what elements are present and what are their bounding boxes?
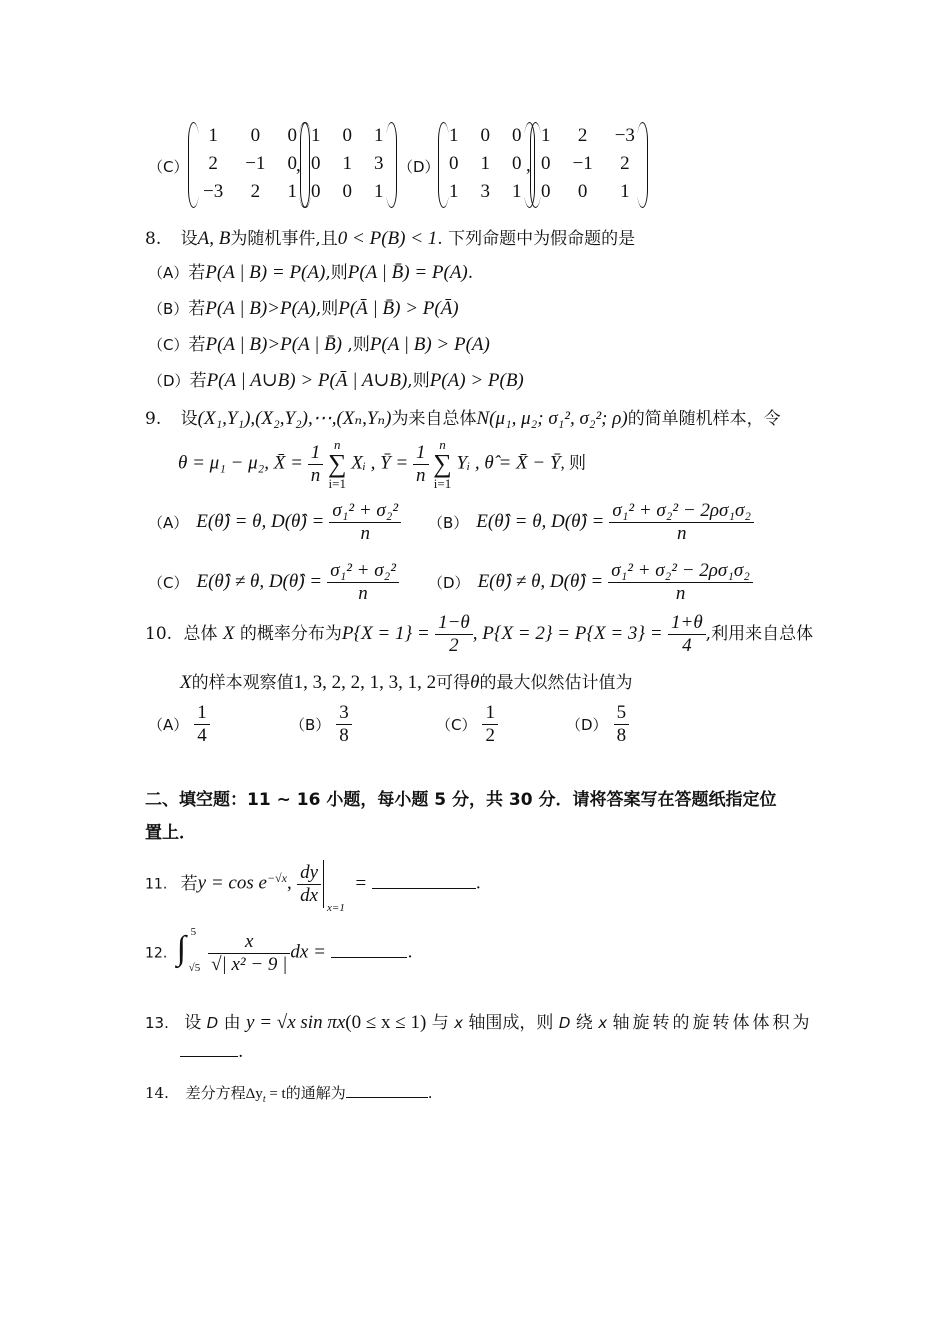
sigma: ∑ xyxy=(327,449,347,478)
lower-limit: √5 xyxy=(188,962,201,974)
numerator: 1 xyxy=(413,442,429,465)
integral-sign xyxy=(177,928,203,978)
option-label: （B） xyxy=(290,715,331,734)
denominator: 4 xyxy=(682,634,692,656)
sum-bottom: i=1 xyxy=(328,476,346,491)
q13-answer-line xyxy=(180,1042,243,1062)
option-label: （C） xyxy=(436,715,477,734)
matrix-cell: 0 xyxy=(287,125,297,146)
q7-option-c-label: （C） xyxy=(148,158,189,176)
stem-math: θ xyxy=(470,672,480,693)
stem-text: 若 xyxy=(180,873,198,894)
stem-text: 若 xyxy=(188,299,206,319)
option-label: （C） xyxy=(148,336,189,354)
q10-option xyxy=(290,702,352,747)
stem-math: y = √x sin πx xyxy=(246,1012,346,1033)
comma: , xyxy=(526,155,531,176)
numerator: σ₁² + σ₂² xyxy=(327,560,399,583)
numerator: 1−θ xyxy=(435,612,473,635)
comma: , xyxy=(286,872,292,894)
fraction xyxy=(329,500,401,545)
yi: Yᵢ , θ̂ = X̄ − Ȳ xyxy=(456,452,561,474)
derivative xyxy=(297,862,321,907)
numerator: 3 xyxy=(339,702,349,723)
subscript: t xyxy=(262,1094,266,1105)
stem-math: N(μ₁, μ₂; σ₁², σ₂²; ρ) xyxy=(476,408,628,429)
q9-stem xyxy=(145,404,781,430)
denominator: 8 xyxy=(614,724,630,747)
stem-text: 总体 xyxy=(183,623,218,644)
then-text: , 则 xyxy=(560,453,587,473)
stem-math: Δy xyxy=(245,1086,263,1102)
stem-text: 设 xyxy=(180,229,198,249)
sum-symbol xyxy=(328,438,347,490)
stem-text: 为随机事件,且 xyxy=(230,229,338,249)
stem-text: 的样本观察值 xyxy=(191,673,294,693)
numerator: dy xyxy=(297,862,321,885)
numerator: σ₁² + σ₂² − 2ρσ₁σ₂ xyxy=(608,560,753,583)
answer-blank[interactable] xyxy=(331,957,407,958)
integral-symbol: ∫ xyxy=(176,930,186,967)
option-label: （D） xyxy=(566,715,608,734)
stem-math: P{X = 1} = xyxy=(341,622,430,644)
numerator: 1+θ xyxy=(668,612,706,635)
matrix-cell: 1 xyxy=(208,125,218,146)
matrix-cell: 0 xyxy=(541,153,551,174)
q12 xyxy=(145,928,413,978)
option-condition: P(A | B)>P(A | B̄) xyxy=(205,334,343,355)
q8-option xyxy=(148,258,473,284)
answer-blank[interactable] xyxy=(180,1056,238,1057)
stem-text: 轴旋转的旋转体体积为 xyxy=(612,1013,813,1033)
denominator: dx xyxy=(300,884,319,906)
exponent: −√x xyxy=(266,870,287,885)
option-label: （B） xyxy=(428,513,469,532)
matrix-cell: 2 xyxy=(620,153,630,174)
option-condition: P(A | B)>P(A) xyxy=(205,298,316,319)
q13 xyxy=(145,1008,813,1034)
matrix-cell: −1 xyxy=(572,153,593,174)
q9-option xyxy=(148,560,399,605)
q10-option xyxy=(436,702,498,747)
stem-text: 的通解为 xyxy=(285,1084,346,1102)
denominator: √| x² − 9 | xyxy=(211,953,288,975)
option-label: （B） xyxy=(148,300,189,318)
fraction xyxy=(435,612,473,657)
q8-option xyxy=(148,294,459,320)
matrix-cell: 0 xyxy=(311,153,321,174)
q9-definitions xyxy=(178,438,586,490)
stem-text: 可得 xyxy=(436,673,471,693)
matrix-cell: 0 xyxy=(287,153,297,174)
matrix-cell: 1 xyxy=(512,181,522,202)
xi: Xᵢ , Ȳ = xyxy=(351,452,409,474)
q10-option xyxy=(148,702,210,747)
stem-math: = t xyxy=(265,1086,286,1102)
q9-option xyxy=(428,500,754,545)
stem-math: y = cos e xyxy=(197,872,267,894)
matrix-cell: 3 xyxy=(480,181,490,202)
fraction xyxy=(608,560,753,605)
matrix-cell: 1 xyxy=(480,153,490,174)
option-label: （C） xyxy=(148,573,189,592)
def-theta: θ = μ₁ − μ₂, X̄ = xyxy=(178,452,303,474)
matrix-cell: −3 xyxy=(203,181,224,202)
stem-text: 设 xyxy=(180,409,198,429)
option-condition: P(A | A∪B) > P(Ā | A∪B) xyxy=(206,370,408,391)
denominator: n xyxy=(676,522,687,544)
q7-d-matrix-1 xyxy=(438,122,533,206)
option-lhs: E(θ̂) ≠ θ, D(θ̂) = xyxy=(477,571,604,593)
matrix-cell: 0 xyxy=(512,153,522,174)
matrix-cell: −3 xyxy=(614,125,635,146)
q9-option xyxy=(428,560,753,605)
numerator: 5 xyxy=(616,702,627,723)
fraction xyxy=(668,612,706,657)
stem-text: 的最大似然估计值为 xyxy=(479,673,633,693)
sigma: ∑ xyxy=(433,449,452,478)
option-condition: P(A | B) = P(A) xyxy=(205,262,326,283)
answer-blank[interactable] xyxy=(346,1097,428,1098)
stem-math: D xyxy=(558,1014,571,1032)
matrix-cell: 0 xyxy=(449,153,459,174)
stem-text: 与 xyxy=(431,1013,449,1033)
matrix-cell: 0 xyxy=(311,181,321,202)
stem-math: x xyxy=(454,1014,464,1032)
q9-option xyxy=(148,500,401,545)
matrix-cell: 1 xyxy=(449,125,459,146)
stem-text: 为来自总体 xyxy=(391,409,477,429)
stem-text: 的概率分布为 xyxy=(239,623,342,644)
stem-math: , P{X = 2} = P{X = 3} = xyxy=(472,622,663,644)
matrix-cell: 0 xyxy=(480,125,490,146)
q7-option-d-label: （D） xyxy=(398,158,440,176)
period: . xyxy=(475,873,481,894)
matrix-cell: 1 xyxy=(311,125,321,146)
comma: , xyxy=(296,155,301,176)
stem-math: (X₁,Y₁),(X₂,Y₂),⋯,(Xₙ,Yₙ) xyxy=(197,408,392,429)
stem-text: . 下列命题中为假命题的是 xyxy=(437,229,636,249)
denominator: 2 xyxy=(449,634,459,656)
denominator: n xyxy=(675,582,686,604)
stem-text: ,利用来自总体 xyxy=(705,623,814,644)
numerator: x xyxy=(208,931,290,954)
denominator: n xyxy=(310,464,321,486)
question-number: 10. xyxy=(145,623,173,644)
stem-math: D xyxy=(206,1014,219,1032)
sum-top: n xyxy=(333,437,341,452)
denominator: n xyxy=(416,464,426,486)
matrix-cell: 1 xyxy=(374,125,384,146)
numerator: σ₁² + σ₂² − 2ρσ₁σ₂ xyxy=(609,500,754,523)
fraction xyxy=(336,702,352,747)
numerator: 1 xyxy=(485,702,495,723)
denominator: 2 xyxy=(482,724,498,747)
equals: = xyxy=(355,872,367,894)
sum-bottom: i=1 xyxy=(433,476,452,491)
q7-c-matrix-1 xyxy=(188,122,308,206)
fraction xyxy=(327,560,399,605)
stem-text: 若 xyxy=(189,371,207,391)
matrix-cell: 1 xyxy=(287,181,297,202)
matrix-cell: 2 xyxy=(208,153,218,174)
option-conclusion: P(A | B) > P(A) xyxy=(369,334,490,355)
q8-option xyxy=(148,366,524,392)
fraction xyxy=(482,702,498,747)
stem-math: X xyxy=(222,622,235,644)
matrix-cell: 1 xyxy=(342,153,352,174)
numerator: σ₁² + σ₂² xyxy=(329,500,401,523)
option-conclusion: P(Ā | B̄) > P(Ā) xyxy=(338,298,459,319)
matrix-cell: 3 xyxy=(374,153,384,174)
fraction xyxy=(614,702,630,747)
numerator: 1 xyxy=(197,702,207,723)
stem-math: X xyxy=(180,672,192,693)
stem-text: 设 xyxy=(184,1013,202,1033)
matrix-cell: 0 xyxy=(342,181,352,202)
matrix-cell: 0 xyxy=(577,181,588,202)
upper-limit: 5 xyxy=(190,926,197,938)
matrix-cell: 2 xyxy=(250,181,261,202)
stem-math: (0 ≤ x ≤ 1) xyxy=(345,1012,427,1033)
matrix-cell: 0 xyxy=(512,125,522,146)
question-number: 12. xyxy=(145,945,168,962)
stem-text: ,则 xyxy=(325,263,348,283)
option-label: （A） xyxy=(148,264,189,282)
stem-text: 轴围成，则 xyxy=(468,1013,554,1033)
stem-math: 1, 3, 2, 2, 1, 3, 1, 2 xyxy=(293,672,437,693)
stem-text: ,则 xyxy=(315,299,339,319)
dx: dx = xyxy=(290,941,326,963)
matrix-cell: 1 xyxy=(449,181,459,202)
sum-symbol xyxy=(433,438,452,490)
matrix-cell: −1 xyxy=(245,153,266,174)
question-number: 8. xyxy=(145,229,162,249)
stem-text: ,则 xyxy=(342,335,370,355)
option-conclusion: P(A | B̄) = P(A) xyxy=(347,262,468,283)
option-lhs: E(θ̂) ≠ θ, D(θ̂) = xyxy=(196,571,323,593)
stem-text: 的简单随机样本，令 xyxy=(627,409,781,429)
stem-text: 若 xyxy=(188,263,206,283)
section2-heading-line1: 二、填空题：11 ~ 16 小题，每小题 5 分，共 30 分．请将答案写在答题纸指定位 xyxy=(145,790,777,810)
stem-math: A, B xyxy=(197,228,231,249)
answer-blank[interactable] xyxy=(372,888,476,889)
matrix-cell: 1 xyxy=(541,125,551,146)
option-label: （D） xyxy=(428,573,470,592)
q10-stem xyxy=(145,612,813,657)
question-number: 13. xyxy=(145,1014,169,1032)
question-number: 14. xyxy=(145,1084,169,1102)
q7-c-matrix-2 xyxy=(300,122,395,206)
stem-math: 0 < P(B) < 1 xyxy=(337,228,438,249)
matrix-cell: 0 xyxy=(250,125,261,146)
integrand xyxy=(208,931,290,976)
sum-top: n xyxy=(439,437,446,452)
stem-text: 若 xyxy=(188,335,206,355)
q7-d-matrix-2 xyxy=(530,122,646,206)
eval-point: x=1 xyxy=(327,902,345,914)
numerator: 1 xyxy=(308,442,324,465)
period: . xyxy=(407,942,413,963)
period: . xyxy=(467,263,474,283)
matrix-cell: 0 xyxy=(342,125,352,146)
denominator: n xyxy=(358,582,368,604)
eval-bar xyxy=(323,860,345,914)
q8-option xyxy=(148,330,490,356)
stem-text: 由 xyxy=(223,1013,241,1033)
period: . xyxy=(238,1042,244,1062)
matrix-cell: 2 xyxy=(577,125,588,146)
fraction xyxy=(194,702,210,747)
denominator: 8 xyxy=(336,724,352,747)
q14 xyxy=(145,1082,433,1105)
stem-text: ,则 xyxy=(407,371,430,391)
section2-heading-line2: 置上． xyxy=(145,823,196,843)
option-label: （A） xyxy=(148,715,189,734)
fraction xyxy=(609,500,754,545)
question-number: 9. xyxy=(145,409,162,429)
matrix-cell: 1 xyxy=(374,181,384,202)
stem-math: x xyxy=(598,1014,608,1032)
fraction xyxy=(308,442,324,487)
matrix-cell: 0 xyxy=(541,181,551,202)
option-lhs: E(θ̂) = θ, D(θ̂) = xyxy=(476,511,605,533)
q10-line2 xyxy=(180,668,632,694)
matrix-cell: 1 xyxy=(620,181,630,202)
denominator: 4 xyxy=(194,724,210,747)
stem-text: 绕 xyxy=(575,1013,593,1033)
q10-option xyxy=(566,702,629,747)
fraction xyxy=(413,442,429,487)
option-label: （D） xyxy=(148,372,190,390)
q8-stem xyxy=(145,224,635,250)
denominator: n xyxy=(360,522,370,544)
question-number: 11. xyxy=(145,876,168,893)
option-lhs: E(θ̂) = θ, D(θ̂) = xyxy=(196,511,325,533)
period: . xyxy=(427,1084,433,1102)
q11 xyxy=(145,860,481,914)
option-conclusion: P(A) > P(B) xyxy=(429,370,524,391)
stem-text: 差分方程 xyxy=(185,1084,246,1102)
option-label: （A） xyxy=(148,513,189,532)
